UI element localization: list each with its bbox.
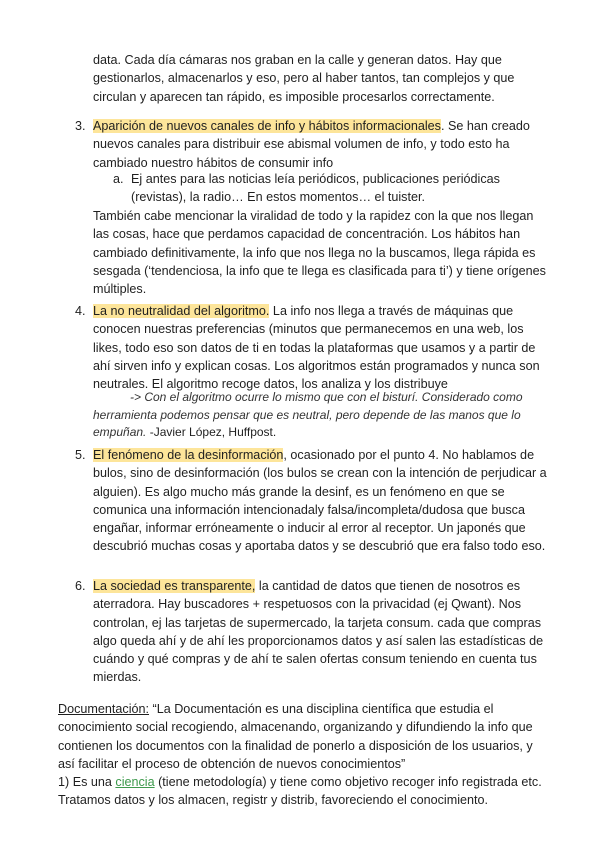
item-5-body: , ocasionado por el punto 4. No hablamos de bulos, sino de desinformación (los bulos se crean con la intención de perjudicar a alguien). Es algo mucho más grande la desinf, es un fenómeno en que se comunica una información intencionadaly falsa/incompleta/dudosa que busca engañar, informar erróneamente o inducir al error al receptor. Un japonés que descubrió muchas cosas y aportaba datos y se descubrió que era falso todo eso. — [93, 448, 547, 554]
item-6-body: la cantidad de datos que tienen de nosotros es aterradora. Hay buscadores + respetuosos con la privacidad (ej Qwant). Nos controlan, ej las tarjetas de supermercado, la tarjeta consum. cada que compras algo queda ahí y de ahí les proporcionamos datos y así salen las estadísticas de cuándo y qué compras y de ahí te salen ofertas consum teniendo en cuenta tus mierdas. — [93, 579, 544, 685]
documentacion-definition-text: “La Documentación es una disciplina científica que estudia el conocimiento social recogiendo, almacenando, organizando y difundiendo la info que contienen los documentos con la finalidad de ponerlo a disposición de los usuarios, y así facilitar el proceso de obtención de nuevos conocimientos” — [58, 702, 533, 771]
documentacion-definition — [58, 700, 548, 773]
item-4-text — [93, 302, 548, 393]
documentacion-point-1 — [58, 773, 548, 810]
item-4-number: 4. — [75, 304, 86, 318]
point-1-prefix: 1) Es una — [58, 775, 116, 790]
item-5-text — [93, 446, 548, 556]
item-3-number: 3. — [75, 119, 86, 133]
intro-paragraph — [93, 51, 543, 106]
item-4-quote-block — [93, 389, 543, 442]
item-4-heading-highlight: La no neutralidad del algoritmo. — [93, 304, 270, 318]
item-3-paragraph: También cabe mencionar la viralidad de todo y la rapidez con la que nos llegan las cosas, hace que perdamos capacidad de concentración. Los hábitos han cambiado definitivamente, la info que nos llega no la buscamos, llega rápida es sesgada (‘tendenciosa, la info que te llega es clasificada para ti’) y tiene orígenes múltiples. — [93, 209, 546, 297]
documentacion-section — [58, 700, 548, 810]
item-3a-letter: a. — [113, 172, 124, 186]
item-5-heading-highlight: El fenómeno de la desinformación — [93, 448, 284, 462]
item-4-body: La info nos llega a través de máquinas que conocen nuestras preferencias (minutos que permanecemos en una web, los likes, todo eso son datos de ti en todas la plataformas que usamos y a partir de ahí sirven info y explican cosas. Los algoritmos están programados y nunca son neutrales. El algoritmo recoge datos, los analiza y los distribuye — [93, 304, 540, 392]
item-3a-text: Ej antes para las noticias leía periódicos, publicaciones periódicas (revistas), la radio… En estos momentos… el tuister. — [131, 172, 500, 205]
item-4-attribution: -Javier López, Huffpost. — [146, 425, 277, 439]
item-5-number: 5. — [75, 448, 86, 462]
intro-text: data. Cada día cámaras nos graban en la calle y generan datos. Hay que gestionarlos, almacenarlos y eso, pero al haber tantos, tan complejos y que circulan y aparecen tan rápido, es imposible procesarlos correctamente. — [93, 53, 515, 104]
item-6-text — [93, 577, 548, 687]
item-3-body: . Se han creado nuevos canales para distribuir ese abismal volumen de info, y todo esto ha cambiado nuestro hábitos de consumir info — [93, 119, 530, 170]
ciencia-link[interactable]: ciencia — [115, 775, 155, 790]
point-1-text: (tiene metodología) y tiene como objetivo recoger info registrada etc. Tratamos datos y los almacen, registr y distrib, favoreciendo el conocimiento. — [58, 775, 542, 808]
item-3-text — [93, 117, 548, 172]
item-3-heading-highlight: Aparición de nuevos canales de info y hábitos informacionales — [93, 119, 441, 133]
item-6-heading-highlight: La sociedad es transparente, — [93, 579, 256, 593]
item-6-number: 6. — [75, 579, 86, 593]
documentacion-label: Documentación: — [58, 702, 150, 716]
item-4-quote: -> Con el algoritmo ocurre lo mismo que con el bisturí. Considerado como herramienta podemos pensar que es neutral, pero depende de las manos que lo empuñan. — [93, 390, 523, 439]
